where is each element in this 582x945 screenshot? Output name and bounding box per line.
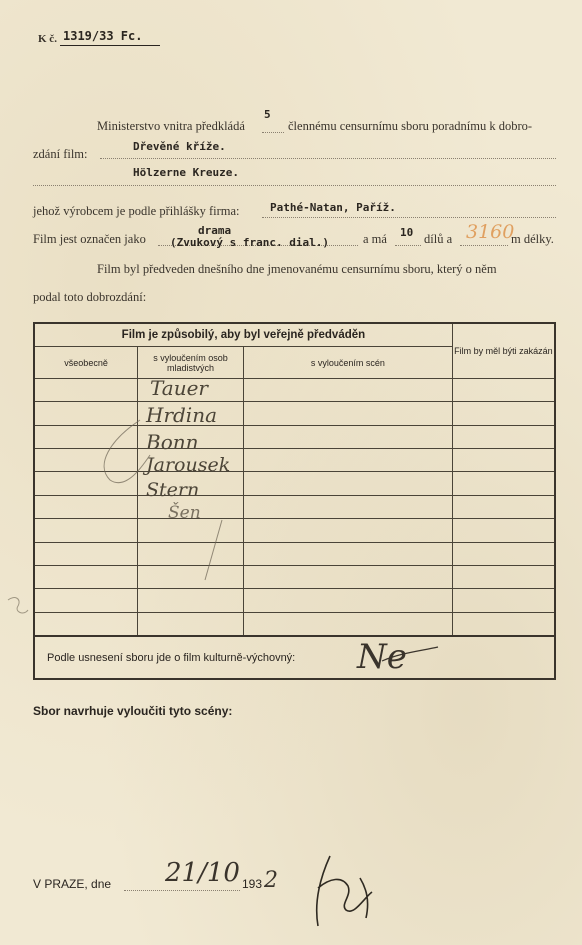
- header-main: Film je způsobilý, aby byl veřejně předváděn: [34, 323, 452, 347]
- genre-value: drama: [198, 224, 232, 237]
- film-title-cz: Dřevěné kříže.: [133, 140, 226, 153]
- cultural-label: Podle usnesení sboru jde o film kulturně-výchovný:: [47, 651, 296, 664]
- signature-4: Jarousek: [146, 454, 231, 476]
- film-title-de: Hölzerne Kreuze.: [133, 166, 239, 179]
- producer-label: jehož výrobcem je podle přihlášky firma:: [33, 204, 240, 218]
- presented-text: Film byl předveden dnešního dne jmenovanému censurnímu sboru, který o něm: [97, 262, 497, 276]
- intro-text-3: zdání film:: [33, 147, 88, 161]
- member-count: 5: [264, 108, 271, 121]
- intro-text-1: Ministerstvo vnitra předkládá: [97, 119, 245, 133]
- col-scenes: s vyloučením scén: [243, 347, 452, 379]
- length-value: 3160: [466, 221, 515, 243]
- signature-3: Bonn: [146, 430, 199, 454]
- date-line: [124, 890, 240, 891]
- producer-value: Pathé-Natan, Paříž.: [270, 201, 396, 214]
- year-handwritten: 2: [264, 868, 278, 893]
- cultural-value: Ne: [357, 637, 407, 677]
- has-label: a má: [363, 232, 387, 246]
- reference-label: K č.: [38, 33, 57, 45]
- ne-underline: [380, 645, 440, 665]
- place-label: V PRAZE, dne: [33, 877, 112, 891]
- signature-5: Stern: [146, 479, 200, 501]
- sound-note: (Zvukový s franc. dial.): [170, 236, 329, 249]
- presented-text-2: podal toto dobrozdání:: [33, 290, 147, 304]
- signature-1: Tauer: [150, 376, 208, 400]
- marked-as-label: Film jest označen jako: [33, 232, 146, 246]
- parts-count: 10: [400, 226, 414, 239]
- signature-2: Hrdina: [146, 403, 218, 427]
- date-handwritten: 21/10: [165, 858, 240, 888]
- header-banned: Film by měl býti zakázán: [452, 323, 555, 378]
- reference-number: 1319/33 Fc.: [63, 29, 143, 43]
- signature-6: Šen: [168, 503, 201, 523]
- parts-label: dílů a: [424, 232, 453, 246]
- col-youth: s vyloučením osob mladistvých: [138, 347, 244, 379]
- length-label: m délky.: [511, 232, 554, 246]
- year-printed: 193: [242, 877, 263, 891]
- official-signature: [300, 848, 390, 938]
- col-general: všeobecně: [34, 347, 138, 379]
- intro-text-2: člennému censurnímu sboru poradnímu k dobro-: [288, 119, 533, 133]
- scenes-heading: Sbor navrhuje vyloučiti tyto scény:: [33, 704, 233, 718]
